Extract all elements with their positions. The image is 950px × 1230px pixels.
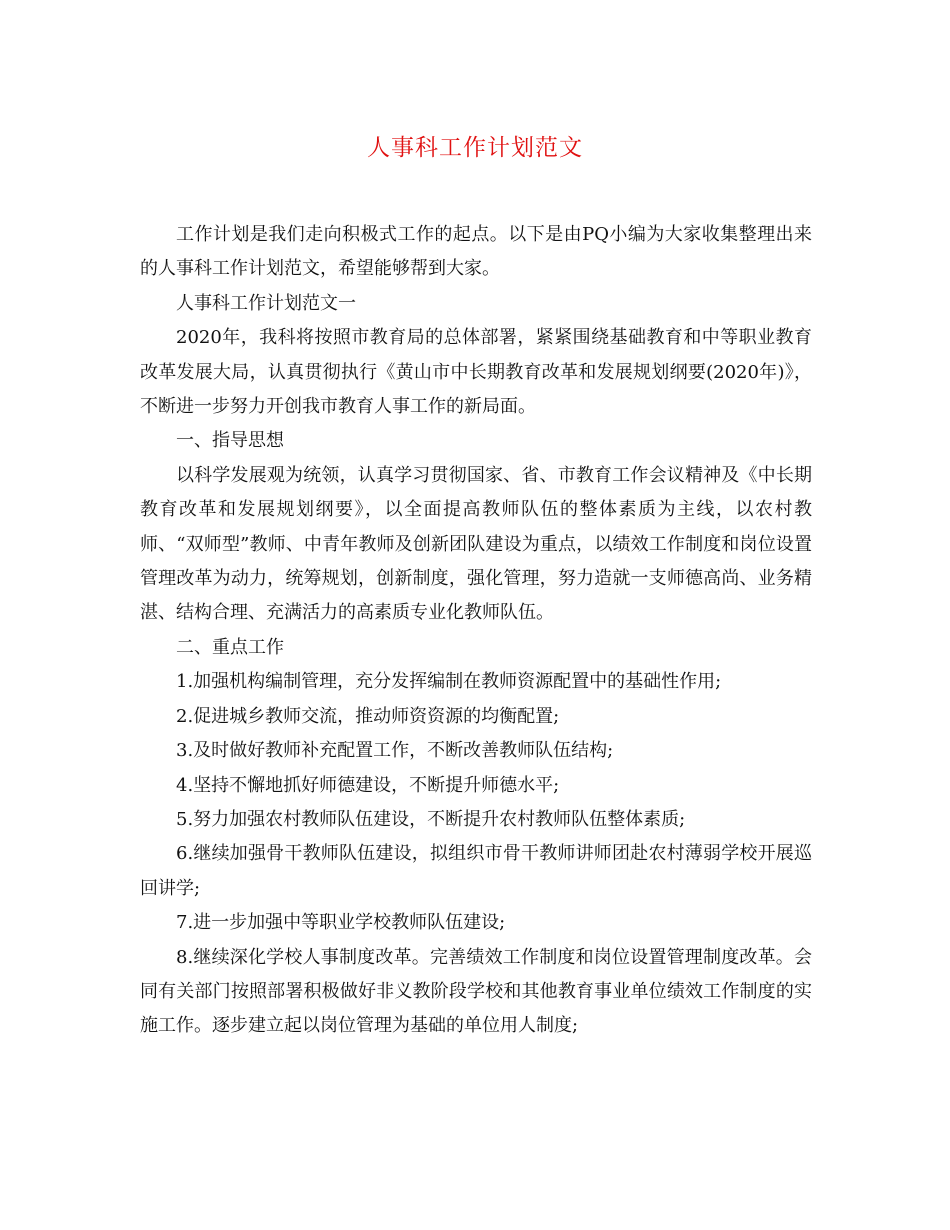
document-body bbox=[140, 218, 812, 1044]
intro-paragraph: 工作计划是我们走向积极式工作的起点。以下是由PQ小编为大家收集整理出来的人事科工作计划范文，希望能够帮到大家。 bbox=[140, 224, 812, 280]
list-item: 7.进一步加强中等职业学校教师队伍建设; bbox=[176, 912, 506, 934]
section-heading-guiding-ideology: 一、指导思想 bbox=[176, 430, 284, 452]
section-heading-key-work: 二、重点工作 bbox=[176, 636, 284, 658]
list-item: 1.加强机构编制管理，充分发挥编制在教师资源配置中的基础性作用; bbox=[176, 671, 722, 693]
list-item: 3.及时做好教师补充配置工作，不断改善教师队伍结构; bbox=[176, 740, 614, 762]
list-item: 8.继续深化学校人事制度改革。完善绩效工作制度和岗位设置管理制度改革。会同有关部门按照部署积极做好非义教阶段学校和其他教育事业单位绩效工作制度的实施工作。逐步建立起以岗位管理为基础的单位用人制度; bbox=[140, 946, 812, 1037]
document-title: 人事科工作计划范文 bbox=[367, 135, 583, 161]
section-heading-sample-one: 人事科工作计划范文一 bbox=[176, 292, 356, 314]
guiding-ideology-paragraph: 以科学发展观为统领，认真学习贯彻国家、省、市教育工作会议精神及《中长期教育改革和发展规划纲要》，以全面提高教师队伍的整体素质为主线，以农村教师、“双师型”教师、中青年教师及创新团队建设为重点，以绩效工作制度和岗位设置管理改革为动力，统筹规划，创新制度，强化管理，努力造就一支师德高尚、业务精湛、结构合理、充满活力的高素质专业化教师队伍。 bbox=[140, 464, 812, 624]
list-item: 5.努力加强农村教师队伍建设，不断提升农村教师队伍整体素质; bbox=[176, 808, 686, 830]
list-item: 2.促进城乡教师交流，推动师资资源的均衡配置; bbox=[176, 705, 560, 727]
overview-paragraph: 2020年，我科将按照市教育局的总体部署，紧紧围绕基础教育和中等职业教育改革发展大局，认真贯彻执行《黄山市中长期教育改革和发展规划纲要(2020年)》，不断进一步努力开创我市教育人事工作的新局面。 bbox=[140, 327, 812, 418]
list-item: 6.继续加强骨干教师队伍建设，拟组织市骨干教师讲师团赴农村薄弱学校开展巡回讲学; bbox=[140, 843, 812, 899]
list-item: 4.坚持不懈地抓好师德建设，不断提升师德水平; bbox=[176, 774, 560, 796]
